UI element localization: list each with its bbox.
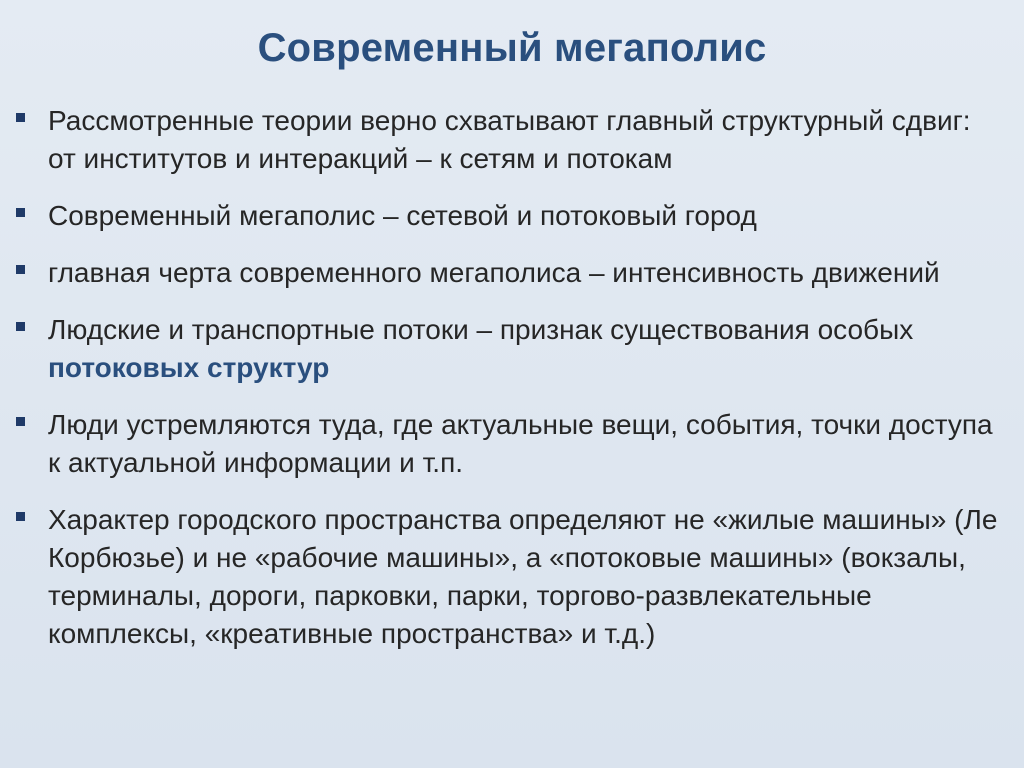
- bullet-item-5: [14, 406, 1004, 482]
- bullet-text-3: главная черта современного мегаполиса – интенсивность движений: [48, 257, 940, 288]
- bullet-text-1: Рассмотренные теории верно схватывают главный структурный сдвиг: от институтов и интеракций – к сетям и потокам: [48, 105, 971, 174]
- bullet-item-2: [14, 197, 1004, 235]
- square-bullet-icon: [16, 417, 25, 426]
- bullet-text-4: Людские и транспортные потоки – признак существования особых: [48, 314, 914, 345]
- bullet-item-3: [14, 254, 1004, 292]
- slide-title: Современный мегаполис: [257, 26, 767, 70]
- bullet-highlight-term: потоковых структур: [48, 352, 330, 383]
- bullet-text-2: Современный мегаполис – сетевой и потоковый город: [48, 200, 757, 231]
- bullet-text-6: Характер городского пространства определяют не «жилые машины» (Ле Корбюзье) и не «рабочие машины», а «потоковые машины» (вокзалы, терминалы, дороги, парковки, парки, торгово-развлекательные комплексы, «креативные пространства» и т.д.): [48, 504, 998, 649]
- bullet-item-1: [14, 102, 1004, 178]
- square-bullet-icon: [16, 113, 25, 122]
- bullet-item-4: [14, 311, 1004, 387]
- bullet-text-5: Люди устремляются туда, где актуальные вещи, события, точки доступа к актуальной информации и т.п.: [48, 409, 993, 478]
- bullet-list: [14, 102, 1004, 672]
- bullet-item-6: [14, 501, 1004, 653]
- square-bullet-icon: [16, 512, 25, 521]
- square-bullet-icon: [16, 265, 25, 274]
- square-bullet-icon: [16, 208, 25, 217]
- square-bullet-icon: [16, 322, 25, 331]
